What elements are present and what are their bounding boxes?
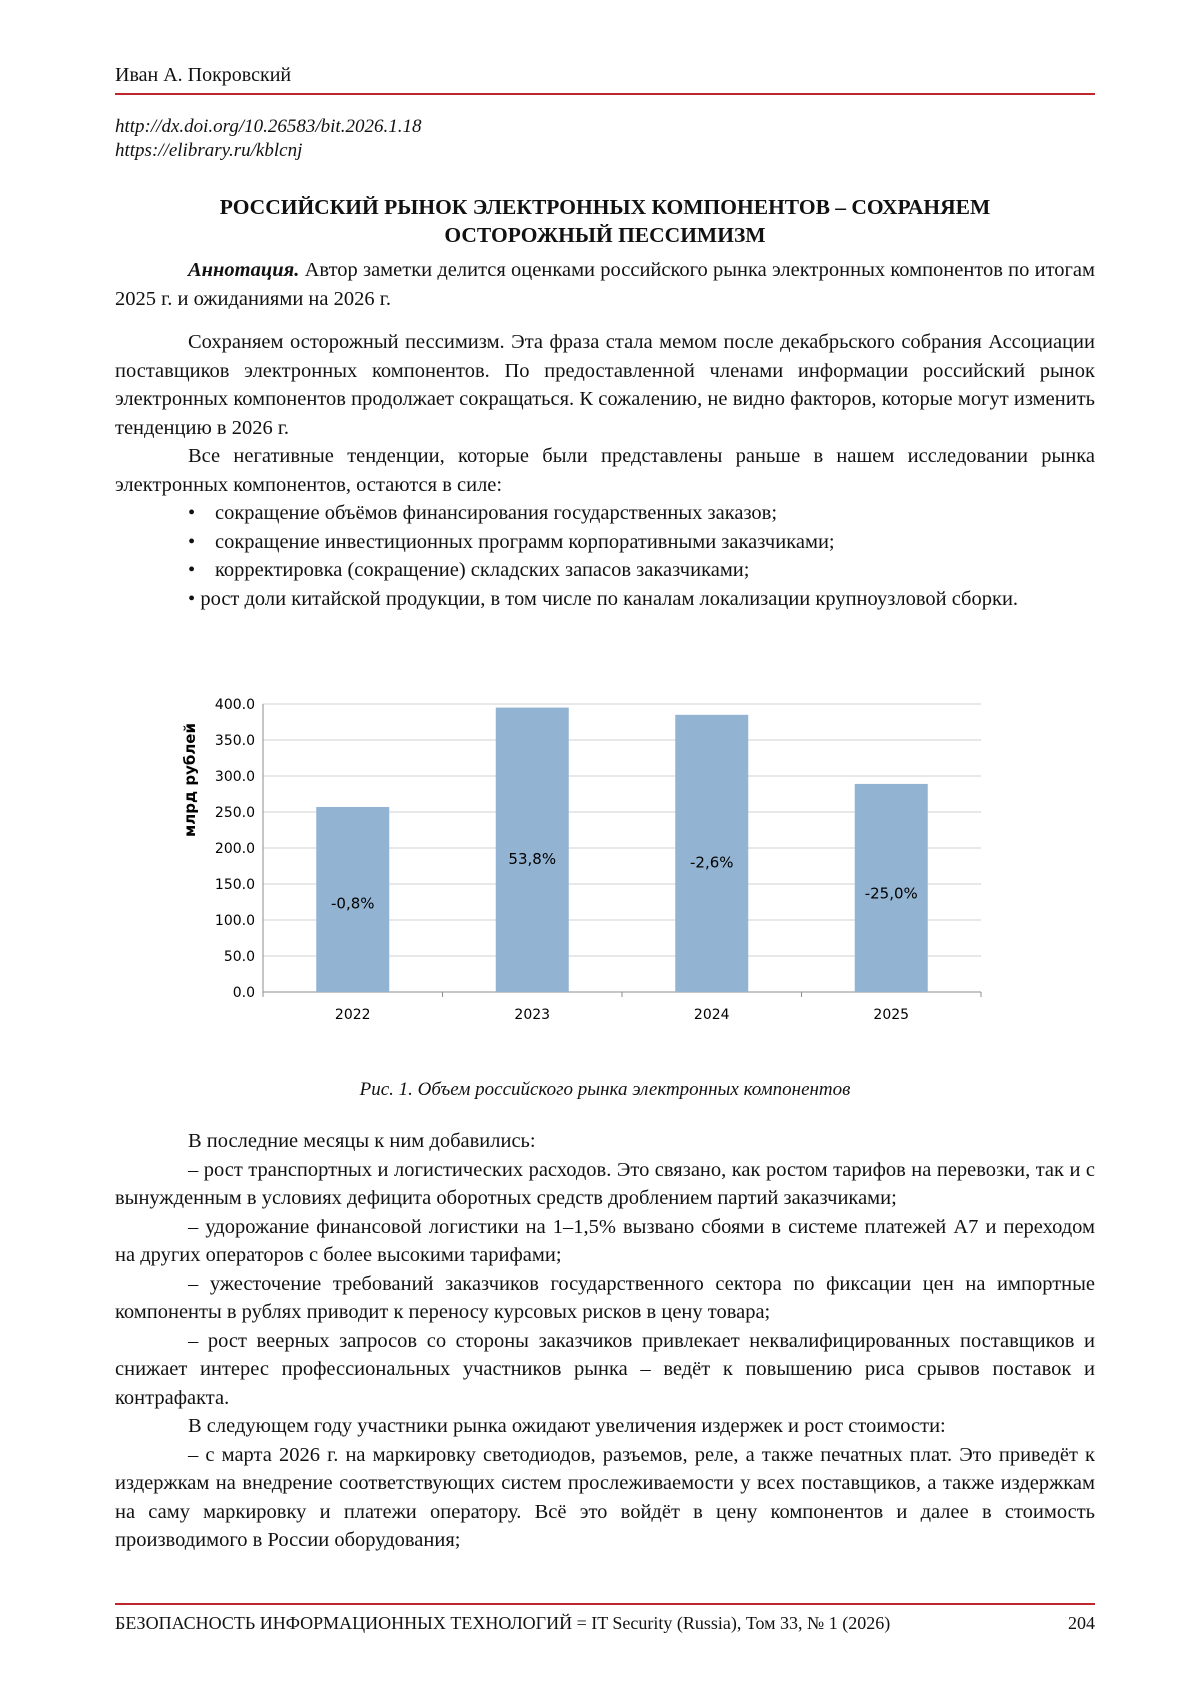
title-line-1: РОССИЙСКИЙ РЫНОК ЭЛЕКТРОННЫХ КОМПОНЕНТОВ – СОХРАНЯЕМ [219,195,991,219]
header-rule [115,93,1095,95]
dash-item: – рост веерных запросов со стороны заказчиков привлекает неквалифицированных поставщиков и снижает интерес профессиональных участников рынка – ведёт к повышению риса срывов поставок и контрафакта. [115,1329,1095,1409]
running-head-author: Иван А. Покровский [115,64,292,86]
data-label: -25,0% [864,884,918,903]
paragraph-3: В последние месяцы к ним добавились: [188,1130,536,1152]
dash-item: – ужесточение требований заказчиков государственного сектора по фиксации цен на импортные компоненты в рублях приводит к переносу курсовых рисков в цену товара; [115,1272,1096,1323]
y-tick-label: 100.0 [214,913,255,929]
y-tick-label: 350.0 [214,733,255,749]
data-label: -0,8% [330,894,375,913]
x-tick-label: 2025 [873,1007,910,1023]
y-tick-label: 50.0 [223,949,255,965]
paragraph-4: В следующем году участники рынка ожидают увеличения издержек и рост стоимости: [188,1415,946,1437]
abstract [115,256,1095,313]
doi-block [115,115,421,163]
paragraph-1: Сохраняем осторожный пессимизм. Эта фраза стала мемом после декабрьского собрания Ассоциации поставщиков электронных компонентов. По предоставленной членами информации российский рынок электронных компонентов продолжает сокращаться. К сожалению, не видно факторов, которые могут изменить тенденцию в 2026 г. [115,331,1095,439]
y-axis-label: млрд рублей [181,723,199,837]
footer-rule [115,1603,1095,1605]
page-number: 204 [1068,1613,1095,1633]
bullet-item: • корректировка (сокращение) складских запасов заказчиками; [188,559,750,581]
y-tick-label: 0.0 [232,985,255,1001]
y-tick-label: 250.0 [214,805,255,821]
x-tick-label: 2023 [514,1007,551,1023]
data-label: 53,8% [508,850,557,869]
doi-link[interactable]: http://dx.doi.org/10.26583/bit.2026.1.18 [115,116,422,137]
article-title [115,193,1095,249]
dash-item: – рост транспортных и логистических расходов. Это связано, как ростом тарифов на перевозки, так и с вынужденным в условиях дефицита оборотных средств дроблением партий заказчиками; [115,1158,1095,1209]
market-volume-chart [155,695,1055,1075]
body-top [115,328,1095,613]
abstract-label: Аннотация. [188,259,300,281]
x-tick-label: 2024 [693,1007,730,1023]
data-label: -2,6% [689,853,734,872]
journal-citation: БЕЗОПАСНОСТЬ ИНФОРМАЦИОННЫХ ТЕХНОЛОГИЙ = IT Security (Russia), Том 33, № 1 (2026) [115,1613,891,1633]
y-tick-label: 300.0 [214,769,255,785]
dash-item: – удорожание финансовой логистики на 1–1,5% вызвано сбоями в системе платежей А7 и переходом на других операторов с более высокими тарифами; [115,1215,1096,1266]
x-tick-label: 2022 [334,1007,371,1023]
bullet-item: • сокращение инвестиционных программ корпоративными заказчиками; [188,530,835,553]
y-tick-label: 400.0 [214,697,255,713]
body-bottom [115,1127,1095,1555]
bullet-item: • рост доли китайской продукции, в том числе по каналам локализации крупноузловой сборки. [188,587,1019,610]
paragraph-2: Все негативные тенденции, которые были представлены раньше в нашем исследовании рынка электронных компонентов, остаются в силе: [115,445,1095,496]
y-tick-label: 150.0 [214,877,255,893]
bullet-item: • сокращение объёмов финансирования государственных заказов; [188,502,778,524]
dash-item: – с марта 2026 г. на маркировку светодиодов, разъемов, реле, а также печатных плат. Это приведёт к издержкам на внедрение соответствующих систем прослеживаемости у всех поставщиков, а также издержкам на саму маркировку и платежи оператору. Всё это войдёт в цену компонентов и далее в стоимость производимого в России оборудования; [115,1443,1096,1551]
title-line-2: ОСТОРОЖНЫЙ ПЕССИМИЗМ [444,223,766,247]
abstract-text: Автор заметки делится оценками российского рынка электронных компонентов по итогам 2025 г. и ожиданиями на 2026 г. [115,259,1095,310]
y-tick-label: 200.0 [214,841,255,857]
figure-caption: Рис. 1. Объем российского рынка электронных компонентов [359,1079,851,1100]
elibrary-link[interactable]: https://elibrary.ru/kblcnj [115,140,303,161]
